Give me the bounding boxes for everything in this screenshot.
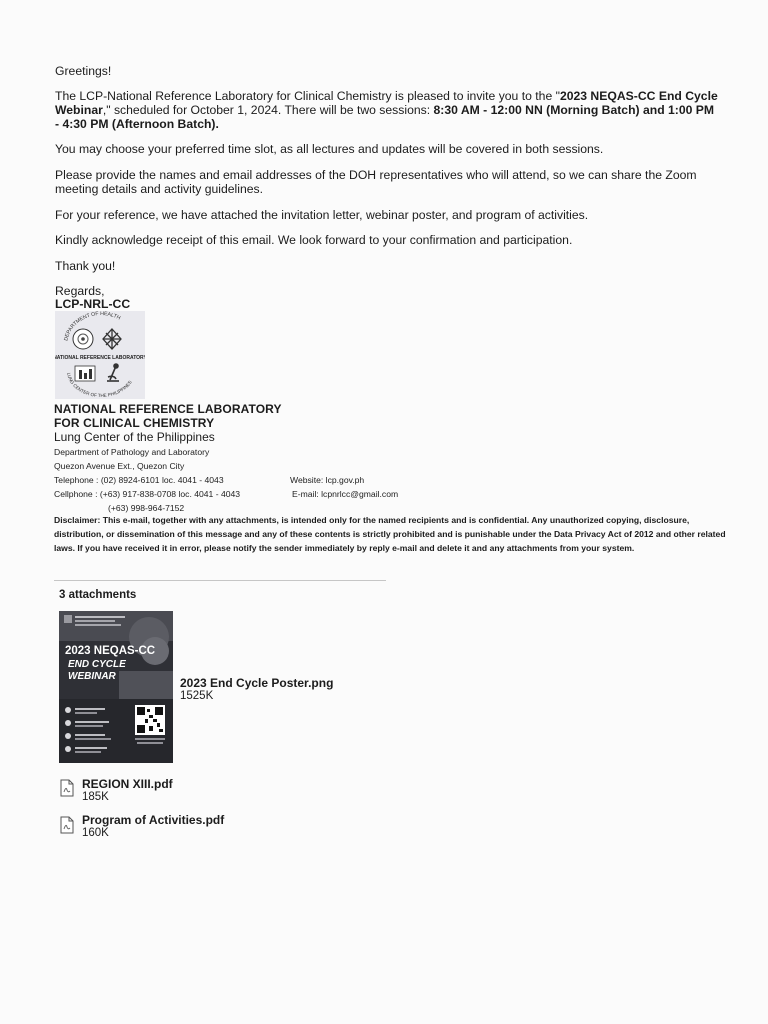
org-subtitle: Lung Center of the Philippines <box>54 430 215 444</box>
attachment-name-region[interactable]: REGION XIII.pdf <box>82 777 173 791</box>
paragraph-representatives: Please provide the names and email addresses of the DOH representatives who will attend, so we can share the Zoom meeting details and activity guidelines. <box>55 168 697 196</box>
nrl-logo-graphic <box>55 311 145 399</box>
poster-title-2: END CYCLE <box>68 659 126 670</box>
p1-intro: The LCP-National Reference Laboratory for Clinical Chemistry is pleased to invite you to the " <box>55 89 560 103</box>
attachment-size-region: 185K <box>82 791 109 803</box>
session-times: 8:30 AM - 12:00 NN (Morning Batch) and 1:00 PM - 4:30 PM (Afternoon Batch). <box>55 103 715 131</box>
cellphone-2: (+63) 998-964-7152 <box>108 503 185 513</box>
attachment-size-poster: 1525K <box>180 690 214 702</box>
paragraph-acknowledge: Kindly acknowledge receipt of this email. We look forward to your confirmation and participation. <box>55 233 573 247</box>
org-title-line1: NATIONAL REFERENCE LABORATORY <box>54 402 282 416</box>
greeting: Greetings! <box>55 64 112 78</box>
attachment-name-program[interactable]: Program of Activities.pdf <box>82 813 225 827</box>
poster-title-1: 2023 NEQAS-CC <box>65 645 156 657</box>
poster-title-3: WEBINAR <box>68 671 116 682</box>
paragraph-invitation <box>55 89 720 131</box>
attachment-name-poster[interactable]: 2023 End Cycle Poster.png <box>180 676 334 690</box>
attachments-divider <box>54 580 386 581</box>
logo-arc-top: DEPARTMENT OF HEALTH <box>63 311 122 342</box>
disclaimer-label: Disclaimer: <box>54 515 101 525</box>
regards: Regards, <box>55 284 105 298</box>
sender-name: LCP-NRL-CC <box>55 297 131 311</box>
org-title <box>54 403 282 430</box>
disclaimer <box>54 514 734 555</box>
department: Department of Pathology and Laboratory <box>54 447 210 457</box>
paragraph-time-slot: You may choose your preferred time slot, as all lectures and updates will be covered in both sessions. <box>55 142 604 156</box>
thank-you: Thank you! <box>55 259 116 273</box>
cellphone: Cellphone : (+63) 917-838-0708 loc. 4041 - 4043 <box>54 489 241 499</box>
paragraph-attachments-note: For your reference, we have attached the invitation letter, webinar poster, and program of activities. <box>55 208 589 222</box>
event-name: 2023 NEQAS-CC End Cycle Webinar <box>55 89 718 117</box>
website: Website: lcp.gov.ph <box>290 475 365 485</box>
attachments-header: 3 attachments <box>59 589 137 601</box>
disclaimer-text: This e-mail, together with any attachments, is intended only for the named recipients and is confidential. Any unauthorized copying, disclosure, distribution, or dissemination of this message and any of these contents is strictly prohibited and is punishable under the Data Privacy Act of 2012 and other related laws. If you have received it in error, please notify the sender immediately by reply e-mail and delete it and any attachments from your system. <box>54 515 726 553</box>
attachment-size-program: 160K <box>82 827 109 839</box>
pdf-file-icon <box>59 779 75 797</box>
p1-date: ," scheduled for October 1, 2024. There will be two sessions: <box>102 103 434 117</box>
telephone: Telephone : (02) 8924-6101 loc. 4041 - 4043 <box>54 475 224 485</box>
poster-thumbnail[interactable] <box>59 611 173 763</box>
logo-banner-text: NATIONAL REFERENCE LABORATORY <box>55 355 145 361</box>
address: Quezon Avenue Ext., Quezon City <box>54 461 185 471</box>
nrl-logo <box>55 311 145 399</box>
logo-arc-bottom: LUNG CENTER OF THE PHILIPPINES <box>66 372 133 399</box>
pdf-file-icon <box>59 816 75 834</box>
poster-image <box>59 611 173 763</box>
org-title-line2: FOR CLINICAL CHEMISTRY <box>54 415 215 430</box>
contact-email: E-mail: lcpnrlcc@gmail.com <box>292 489 399 499</box>
